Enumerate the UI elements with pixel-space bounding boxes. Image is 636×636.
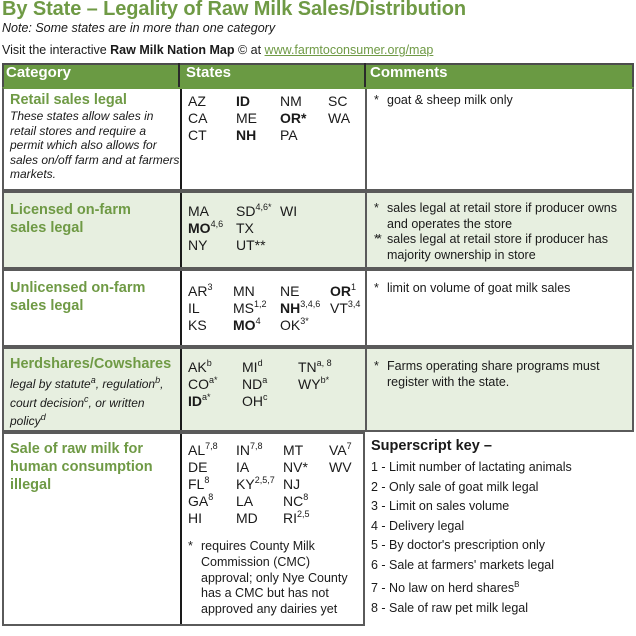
comment-item <box>374 93 632 109</box>
state-oh: $OH^c$ <box>242 392 268 409</box>
state-ky: KY$^{2,5,7}$ <box>236 475 275 492</box>
state-ct: CT <box>188 127 207 143</box>
nevada-footnote <box>188 539 360 618</box>
state-tx: TX <box>236 220 254 236</box>
comment-item <box>374 359 632 390</box>
state-ia: IA <box>236 459 250 475</box>
state-nj: NJ <box>283 476 301 492</box>
category-title: Licensed on-farm sales legal <box>10 202 131 236</box>
state-wa: WA <box>328 110 351 126</box>
comment-marker: * <box>374 93 379 107</box>
column-divider <box>180 434 182 624</box>
table-header <box>2 63 634 87</box>
state-ma: MA <box>188 203 209 219</box>
category-description: These states allow sales in retail stores and require a permit which also allows for sales on/off farm and at farmers markets. <box>10 109 180 181</box>
comments-cell <box>374 359 632 390</box>
comment-text: sales legal at retail store if producer owns and operates the store <box>387 201 617 231</box>
comment-marker: * <box>374 359 379 373</box>
state-in: IN$^{7,8}$ <box>236 441 263 458</box>
column-header-states: States <box>186 64 232 81</box>
visit-mid: © at <box>234 43 265 57</box>
state-sd: $SD^{4,6*}$ <box>236 202 272 219</box>
state-ks: KS <box>188 317 207 333</box>
state-nh: NH <box>236 127 257 143</box>
comments-cell <box>374 201 632 263</box>
comment-item <box>374 281 632 297</box>
comment-item <box>374 232 632 263</box>
column-header-comments: Comments <box>370 64 448 81</box>
comment-text: limit on volume of goat milk sales <box>387 281 571 295</box>
state-nc: $NC^8$ <box>283 492 309 509</box>
superscript-key <box>371 438 572 618</box>
comments-cell <box>374 281 632 297</box>
category-title: Retail sales legal <box>10 92 127 108</box>
visit-prefix: Visit the interactive <box>2 43 111 57</box>
table-row-retail <box>2 87 634 191</box>
column-header-category: Category <box>6 64 72 81</box>
category-cell <box>10 279 180 315</box>
category-cell <box>10 440 180 494</box>
state-va: $VA^7$ <box>329 441 352 458</box>
header-divider <box>364 63 366 87</box>
map-link[interactable]: www.farmtoconsumer.org/map <box>264 43 434 57</box>
state-fl: $FL^8$ <box>188 475 210 492</box>
footnote-marker: * <box>188 539 193 553</box>
column-divider <box>180 89 182 189</box>
column-divider <box>365 349 367 430</box>
state-nd: $ND^a$ <box>242 375 268 392</box>
state-id: ID <box>236 93 250 109</box>
category-cell <box>10 201 180 237</box>
state-wv: WV <box>329 459 352 475</box>
note-text: Note: Some states are in more than one category <box>2 21 276 35</box>
table-row-herdshares <box>2 347 634 432</box>
state-hi: HI <box>188 510 202 526</box>
visit-line <box>2 43 433 57</box>
state-wy: $WY^{b*}$ <box>298 375 330 392</box>
column-divider <box>365 271 367 345</box>
comment-text: goat & sheep milk only <box>387 93 513 107</box>
state-mo: $MO^4$ <box>233 316 261 333</box>
state-wi: WI <box>280 203 298 219</box>
key-item: 8 - Sale of raw pet milk legal <box>371 600 529 615</box>
header-divider <box>178 63 180 87</box>
footnote-item <box>188 539 360 618</box>
state-nh: NH$^{3,4,6}$ <box>280 299 321 316</box>
key-item: 6 - Sale at farmers' markets legal <box>371 557 555 572</box>
state-ut: UT** <box>236 237 266 253</box>
key-item: 7 - No law on herd shares$^B$ <box>371 580 520 596</box>
column-divider <box>365 89 367 189</box>
state-ok: $OK^{3*}$ <box>280 316 309 333</box>
state-il: IL <box>188 300 200 316</box>
state-ne: NE <box>280 283 300 299</box>
state-co: $CO^{a*}$ <box>188 375 218 392</box>
key-item: 5 - By doctor's prescription only <box>371 538 545 552</box>
state-ny: NY <box>188 237 208 253</box>
category-cell <box>10 91 180 182</box>
state-md: MD <box>236 510 258 526</box>
table-row-unlicensed <box>2 269 634 347</box>
footnote-text: requires County Milk Commission (CMC) approval; only Nye County has a CMC but has not approved any dairies yet <box>201 539 348 617</box>
comment-marker: * <box>374 201 379 215</box>
state-me: ME <box>236 110 257 126</box>
column-divider <box>180 271 182 345</box>
key-item: 4 - Delivery legal <box>371 518 465 533</box>
state-mt: MT <box>283 442 304 458</box>
key-item: 1 - Limit number of lactating animals <box>371 460 572 474</box>
state-ak: $AK^b$ <box>188 358 212 375</box>
category-cell <box>10 355 182 429</box>
state-pa: PA <box>280 127 298 143</box>
table-row-licensed <box>2 191 634 269</box>
superscript-key-title: Superscript key – <box>371 438 492 454</box>
category-title: Unlicensed on-farm sales legal <box>10 280 146 314</box>
comment-text: Farms operating share programs must register with the state. <box>387 359 600 389</box>
key-item: 3 - Limit on sales volume <box>371 499 510 513</box>
column-divider <box>365 193 367 267</box>
state-sc: SC <box>328 93 348 109</box>
state-tn: TN$^{a, 8}$ <box>298 358 332 375</box>
state-or: OR* <box>280 110 307 126</box>
state-mi: $MI^d$ <box>242 358 263 375</box>
comment-text: sales legal at retail store if producer has majority ownership in store <box>387 232 608 262</box>
state-ca: CA <box>188 110 208 126</box>
state-mo: MO$^{4,6}$ <box>188 219 224 236</box>
state-ga: $GA^8$ <box>188 492 214 509</box>
state-de: DE <box>188 459 208 475</box>
column-divider <box>180 193 182 267</box>
comment-marker: * <box>374 281 379 295</box>
state-ri: RI$^{2,5}$ <box>283 509 310 526</box>
state-nv: NV* <box>283 459 308 475</box>
state-vt: VT$^{3,4}$ <box>330 299 361 316</box>
state-id: $ID^{a*}$ <box>188 392 211 409</box>
state-mn: MN <box>233 283 255 299</box>
state-la: LA <box>236 493 254 509</box>
state-nm: NM <box>280 93 302 109</box>
comment-marker: ** <box>374 232 380 246</box>
state-ms: MS$^{1,2}$ <box>233 299 267 316</box>
state-az: AZ <box>188 93 206 109</box>
comment-item <box>374 201 632 232</box>
map-name: Raw Milk Nation Map <box>110 43 235 57</box>
table-row-illegal <box>2 432 365 626</box>
state-or: $OR^1$ <box>330 282 357 299</box>
page-title: By State – Legality of Raw Milk Sales/Distribution <box>2 0 466 20</box>
category-title: Sale of raw milk for human consumption illegal <box>10 441 153 493</box>
category-description: legal by statute$^a$, regulation$^b$, court decision$^c$, or written policy$^d$ <box>10 375 164 428</box>
state-ar: $AR^3$ <box>188 282 213 299</box>
comments-cell <box>374 93 632 109</box>
category-title: Herdshares/Cowshares <box>10 356 172 372</box>
key-item: 2 - Only sale of goat milk legal <box>371 479 539 494</box>
state-al: AL$^{7,8}$ <box>188 441 218 458</box>
